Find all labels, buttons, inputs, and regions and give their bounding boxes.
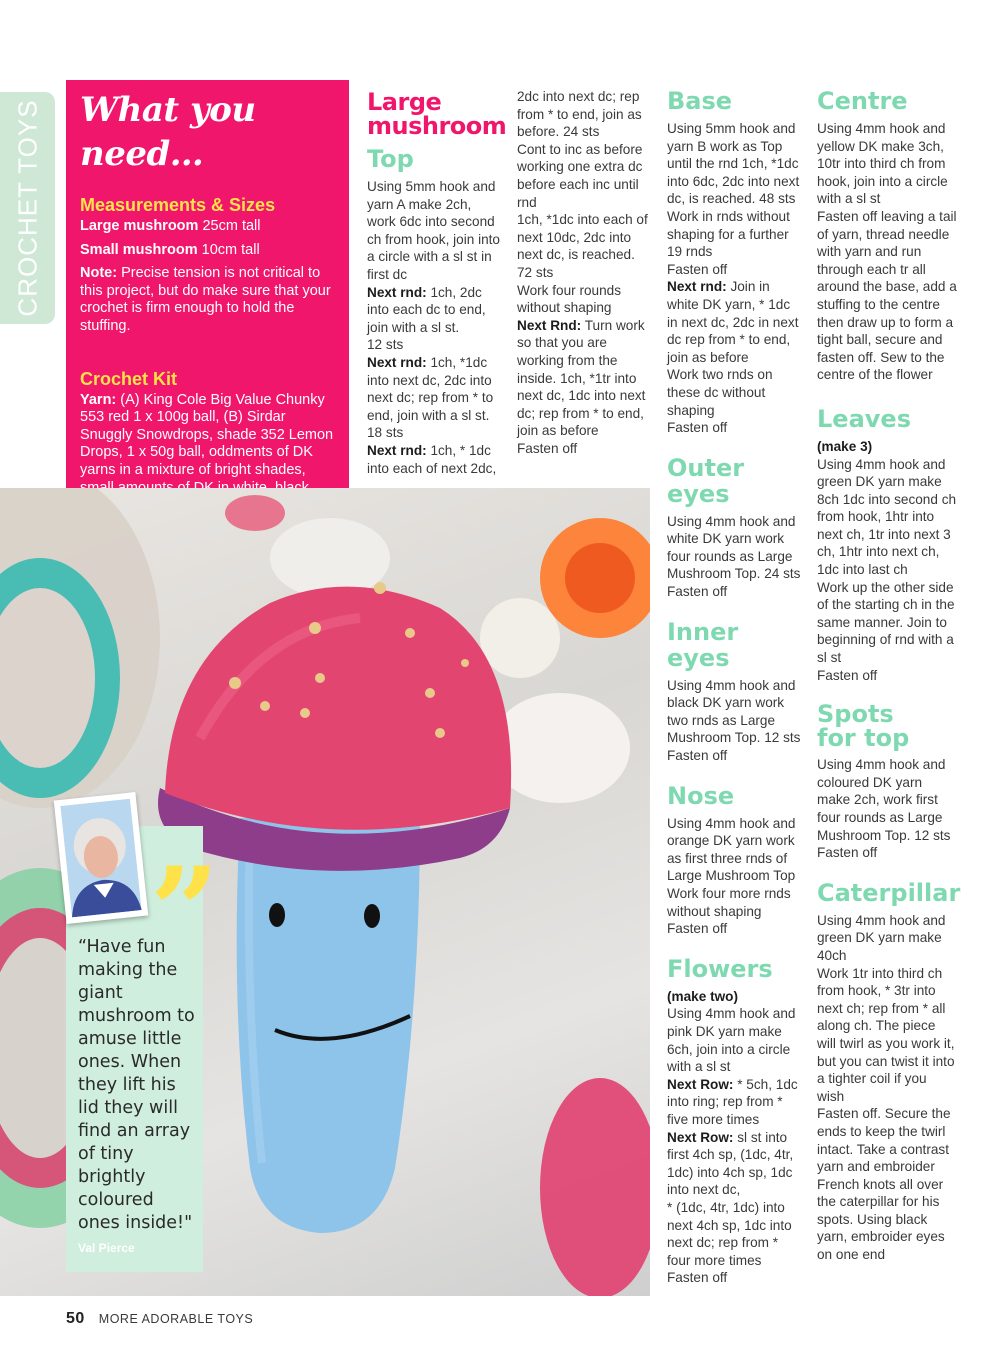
leaves-make-count: (make 3) (817, 438, 873, 454)
page-number: 50 (66, 1310, 85, 1327)
top-round-1-sts: 12 sts (367, 337, 404, 353)
spots-text-2: Fasten off (817, 845, 878, 861)
spots-text-1: Using 4mm hook and coloured DK yarn make 2ch, work first four rounds as Large Mushroom Top. 12 sts (817, 757, 951, 843)
large-size: Large mushroom 25cm tall (80, 218, 261, 234)
tension-note: Note: Precise tension is not critical to this project, but do make sure that your crochet is firm enough to hold the stuffing. (80, 265, 331, 334)
top-heading: Top (367, 145, 414, 173)
kit-heading: Crochet Kit (80, 368, 178, 389)
leaves-text-1: Using 4mm hook and green DK yarn make 8ch 1dc into second ch from hook, 1htr into next ch, 1tr into next 3 ch, 1htr into next ch, 1dc into last ch (817, 456, 957, 578)
nose-text-3: Fasten off (667, 921, 728, 937)
inner-eyes-text-1: Using 4mm hook and black DK yarn work two rnds as Large Mushroom Top. 12 sts (667, 677, 801, 746)
designer-quote: “Have fun making the giant mushroom to amuse little ones. When they lift his lid they will find an array of tiny brightly coloured ones inside!" (78, 937, 195, 1233)
flowers-text-3: Fasten off (667, 1270, 728, 1286)
caterpillar-heading: Caterpillar (817, 878, 961, 907)
flowers-text-2: * (1dc, 4tr, 1dc) into next 4ch sp, 1dc into next dc; rep from * four more times (667, 1199, 792, 1268)
nose-heading: Nose (667, 781, 735, 810)
section-tab-label: CROCHET TOYS (12, 99, 42, 317)
measurements-heading: Measurements & Sizes (80, 195, 276, 215)
nose-text-2: Work four more rnds without shaping (667, 886, 791, 919)
base-text-2: Work in rnds without shaping for a further 19 rnds (667, 208, 790, 260)
top-round-3: Next rnd: 1ch, * 1dc into each of next 2dc, (367, 442, 497, 476)
nose-text-1: Using 4mm hook and orange DK yarn work as first three rnds of Large Mushroom Top (667, 815, 796, 884)
top-continued-3: 1ch, *1dc into each of next 10dc, 2dc into next dc, is reached. (517, 212, 648, 263)
top-instruction: Using 5mm hook and yarn A make 2ch, work 6dc into second ch from hook, join into a circle with a sl st in first dc (367, 179, 500, 282)
flowers-row-1: Next Row: * 5ch, 1dc into ring; rep from * five more times (667, 1076, 798, 1127)
top-round-1: Next rnd: 1ch, 2dc into each dc to end, join with a sl st. (367, 284, 486, 335)
quote-author: Val Pierce (78, 1241, 135, 1255)
what-you-need-box (66, 80, 349, 524)
section-tab (0, 92, 55, 324)
base-text-5: Fasten off (667, 420, 728, 436)
designer-portrait (54, 792, 149, 924)
outer-eyes-text-1: Using 4mm hook and white DK yarn work four rounds as Large Mushroom Top. 24 sts (667, 513, 801, 582)
base-heading: Base (667, 87, 733, 115)
caterpillar-text-2: Work 1tr into third ch from hook, * 3tr into next ch; rep from * all along ch. The piece will twirl as you work it, but you can twist it into a tighter coil if you wish (817, 965, 955, 1104)
top-turn-round: Next Rnd: Turn work so that you are working from the inside. 1ch, *1tr into next dc, 1dc into next dc; rep from * to end, join as before (517, 317, 646, 439)
outer-eyes-heading: Outer eyes (667, 453, 745, 508)
column-base-eyes-nose-flowers (667, 88, 802, 1287)
outer-eyes-text-2: Fasten off (667, 584, 728, 600)
what-you-need-title: What you need… (80, 90, 256, 174)
leaves-text-2: Work up the other side of the starting ch in the same manner. Join to beginning of rnd with a sl st (817, 579, 955, 666)
flowers-text-1: Using 4mm hook and pink DK yarn make 6ch, join into a circle with a sl st (667, 1006, 796, 1075)
large-mushroom-heading: Large mushroom (367, 88, 507, 140)
column-large-mushroom (367, 88, 507, 477)
yarn-list: Yarn: (A) King Cole Big Value Chunky 553 red 1 x 100g ball, (B) Sirdar Snuggly Snowdrops, shade 352 Lemon Drops, 1 x 50g ball, oddments of DK yarns in a mixture of bright shades, (80, 391, 334, 478)
leaves-heading: Leaves (817, 404, 911, 433)
page-footer (66, 1310, 253, 1328)
centre-text-2: Fasten off leaving a tail of yarn, thread needle with yarn and run through each tr all around the base, add a stuffing to the centre then draw up to form a tight ball, secure and fasten off. Sew to the centre of the flower (817, 208, 957, 383)
small-size: Small mushroom 10cm tall (80, 241, 260, 258)
base-text-4: Work two rnds on these dc without shaping (667, 367, 773, 418)
base-text-1: Using 5mm hook and yarn B work as Top until the rnd 1ch, *1dc into 6dc, 2dc into next dc, is reached. 48 sts (667, 121, 800, 207)
caterpillar-text-3: Fasten off. Secure the ends to keep the twirl intact. Take a contrast yarn and embroider French knots all over the caterpillar for his spots. Using black yarn, embroider eyes on one end (817, 1106, 951, 1263)
top-continued-1: 2dc into next dc; rep from * to end, join as before. 24 sts (517, 89, 642, 140)
top-round-2: Next rnd: 1ch, *1dc into next dc, 2dc into next dc; rep from * to end, join with a sl st. (367, 354, 494, 423)
centre-heading: Centre (817, 87, 908, 115)
column-top-continued (517, 88, 652, 457)
flowers-row-2: Next Row: sl st into first 4ch sp, (1dc, 4tr, 1dc) into 4ch sp, 1dc into next dc, (667, 1129, 794, 1198)
top-continued-2: Cont to inc as before working one extra dc before each inc until rnd (517, 141, 643, 210)
leaves-text-3: Fasten off (817, 667, 878, 683)
top-round-2-sts: 18 sts (367, 425, 404, 441)
flowers-make-count: (make two) (667, 988, 739, 1004)
top-continued-4: 72 sts (517, 264, 554, 280)
top-fasten-off: Fasten off (517, 440, 578, 456)
inner-eyes-text-2: Fasten off (667, 748, 728, 764)
portrait-image (60, 799, 141, 918)
base-text-3: Fasten off (667, 261, 728, 277)
flowers-heading: Flowers (667, 954, 773, 983)
top-continued-5: Work four rounds without shaping (517, 282, 622, 316)
column-centre-leaves-spots-caterpillar (817, 87, 961, 1264)
spots-heading: Spots for top (817, 700, 910, 753)
publication-title: MORE ADORABLE TOYS (98, 1312, 254, 1326)
centre-text-1: Using 4mm hook and yellow DK make 3ch, 10tr into third ch from hook, join into a circle with a sl st (817, 121, 948, 207)
caterpillar-text-1: Using 4mm hook and green DK yarn make 40ch (817, 912, 946, 963)
inner-eyes-heading: Inner eyes (667, 617, 739, 672)
quote-marks-icon: ” (150, 841, 220, 982)
base-round: Next rnd: Join in white DK yarn, * 1dc in next dc, 2dc in next dc rep from * to end, join as before (667, 279, 799, 365)
